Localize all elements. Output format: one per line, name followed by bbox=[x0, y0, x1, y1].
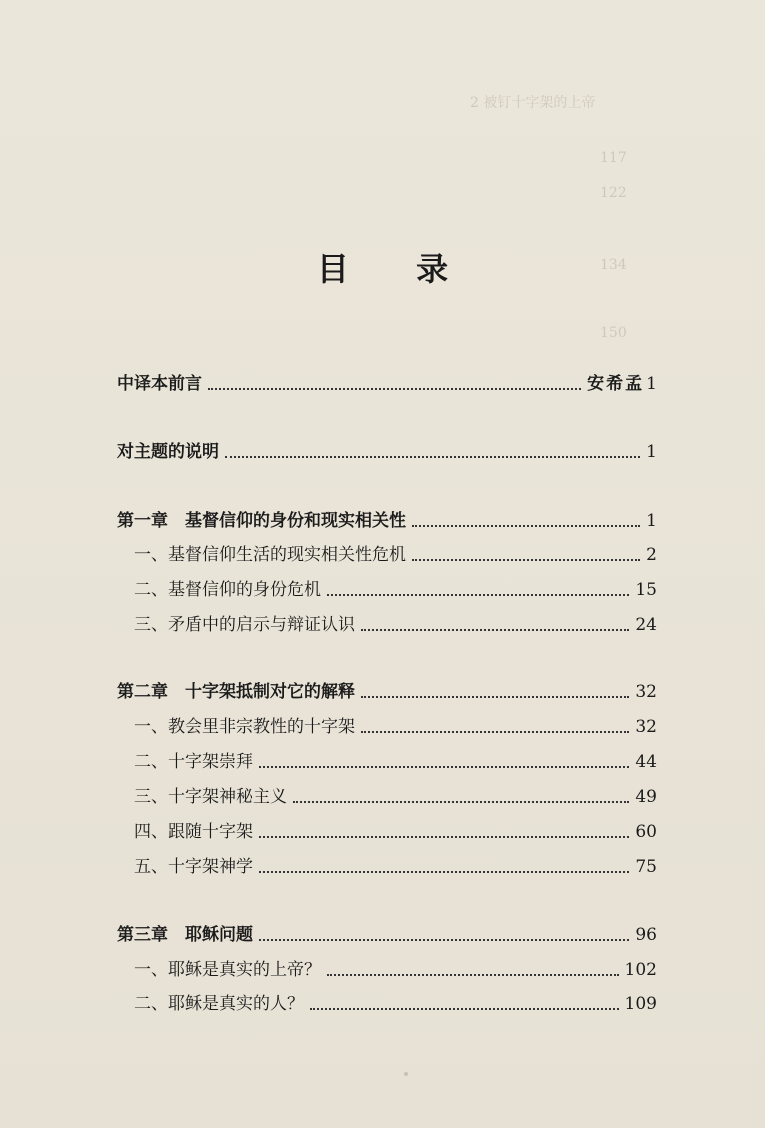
toc-entry-chapter-2[interactable] bbox=[117, 680, 657, 704]
entry-title: 二、基督信仰的身份危机 bbox=[134, 580, 321, 600]
page-number: 32 bbox=[635, 717, 657, 737]
dot-leader bbox=[327, 594, 629, 596]
page-number: 15 bbox=[635, 580, 657, 600]
page-number: 60 bbox=[635, 822, 657, 842]
dot-leader bbox=[293, 801, 629, 803]
entry-title: 二、耶稣是真实的人？ bbox=[134, 994, 304, 1014]
toc-entry-section-1-2[interactable] bbox=[134, 578, 657, 602]
toc-entry-chapter-3[interactable] bbox=[117, 923, 657, 947]
page-number: 2 bbox=[646, 545, 657, 565]
dot-leader bbox=[259, 939, 629, 941]
dot-leader bbox=[361, 629, 629, 631]
dot-leader bbox=[225, 456, 640, 458]
toc-entry-section-2-2[interactable] bbox=[134, 750, 657, 774]
page-number: 1 bbox=[646, 374, 657, 394]
entry-title: 四、跟随十字架 bbox=[134, 822, 253, 842]
bleed-through-text: 134 bbox=[600, 257, 627, 273]
toc-entry-theme[interactable] bbox=[117, 440, 657, 464]
entry-author: 安希孟 bbox=[587, 374, 645, 394]
entry-title: 对主题的说明 bbox=[117, 442, 219, 462]
bleed-through-text: 117 bbox=[600, 150, 627, 166]
entry-title: 三、矛盾中的启示与辩证认识 bbox=[134, 615, 355, 635]
dot-leader bbox=[310, 1008, 619, 1010]
page-number: 109 bbox=[624, 994, 657, 1014]
page-number: 96 bbox=[635, 925, 657, 945]
dot-leader bbox=[361, 696, 629, 698]
dot-leader bbox=[259, 766, 629, 768]
toc-entry-section-3-2[interactable] bbox=[134, 992, 657, 1016]
dot-leader bbox=[361, 731, 629, 733]
entry-title: 二、十字架崇拜 bbox=[134, 752, 253, 772]
page-number: 32 bbox=[635, 682, 657, 702]
dot-leader bbox=[412, 525, 640, 527]
toc-entry-section-2-1[interactable] bbox=[134, 715, 657, 739]
entry-title: 三、十字架神秘主义 bbox=[134, 787, 287, 807]
dot-leader bbox=[327, 974, 619, 976]
toc-entry-section-2-3[interactable] bbox=[134, 785, 657, 809]
page-number: 44 bbox=[635, 752, 657, 772]
toc-entry-preface[interactable] bbox=[117, 372, 657, 396]
entry-title: 中译本前言 bbox=[117, 374, 202, 394]
page-number: 24 bbox=[635, 615, 657, 635]
page-number: 49 bbox=[635, 787, 657, 807]
toc-entry-section-2-4[interactable] bbox=[134, 820, 657, 844]
toc-entry-section-1-3[interactable] bbox=[134, 613, 657, 637]
entry-title: 一、基督信仰生活的现实相关性危机 bbox=[134, 545, 406, 565]
dot-leader bbox=[208, 388, 581, 390]
bleed-through-text: 2 被钉十字架的上帝 bbox=[470, 95, 596, 111]
entry-title: 第一章 基督信仰的身份和现实相关性 bbox=[117, 511, 406, 531]
dot-leader bbox=[259, 836, 629, 838]
page-title: 目 录 bbox=[316, 250, 477, 288]
bleed-through-text: 122 bbox=[600, 185, 627, 201]
page-number: 1 bbox=[646, 511, 657, 531]
dot-leader bbox=[412, 559, 640, 561]
bleed-through-text: 150 bbox=[600, 325, 627, 341]
entry-title: 一、耶稣是真实的上帝？ bbox=[134, 960, 321, 980]
toc-entry-chapter-1[interactable] bbox=[117, 509, 657, 533]
page-number: 1 bbox=[646, 442, 657, 462]
entry-title: 第三章 耶稣问题 bbox=[117, 925, 253, 945]
toc-entry-section-1-1[interactable] bbox=[134, 543, 657, 567]
toc-entry-section-2-5[interactable] bbox=[134, 855, 657, 879]
page-number: 75 bbox=[635, 857, 657, 877]
entry-title: 一、教会里非宗教性的十字架 bbox=[134, 717, 355, 737]
dot-leader bbox=[259, 871, 629, 873]
entry-title: 五、十字架神学 bbox=[134, 857, 253, 877]
paper-speck bbox=[404, 1072, 408, 1076]
toc-entry-section-3-1[interactable] bbox=[134, 958, 657, 982]
page-number: 102 bbox=[624, 960, 657, 980]
entry-title: 第二章 十字架抵制对它的解释 bbox=[117, 682, 355, 702]
